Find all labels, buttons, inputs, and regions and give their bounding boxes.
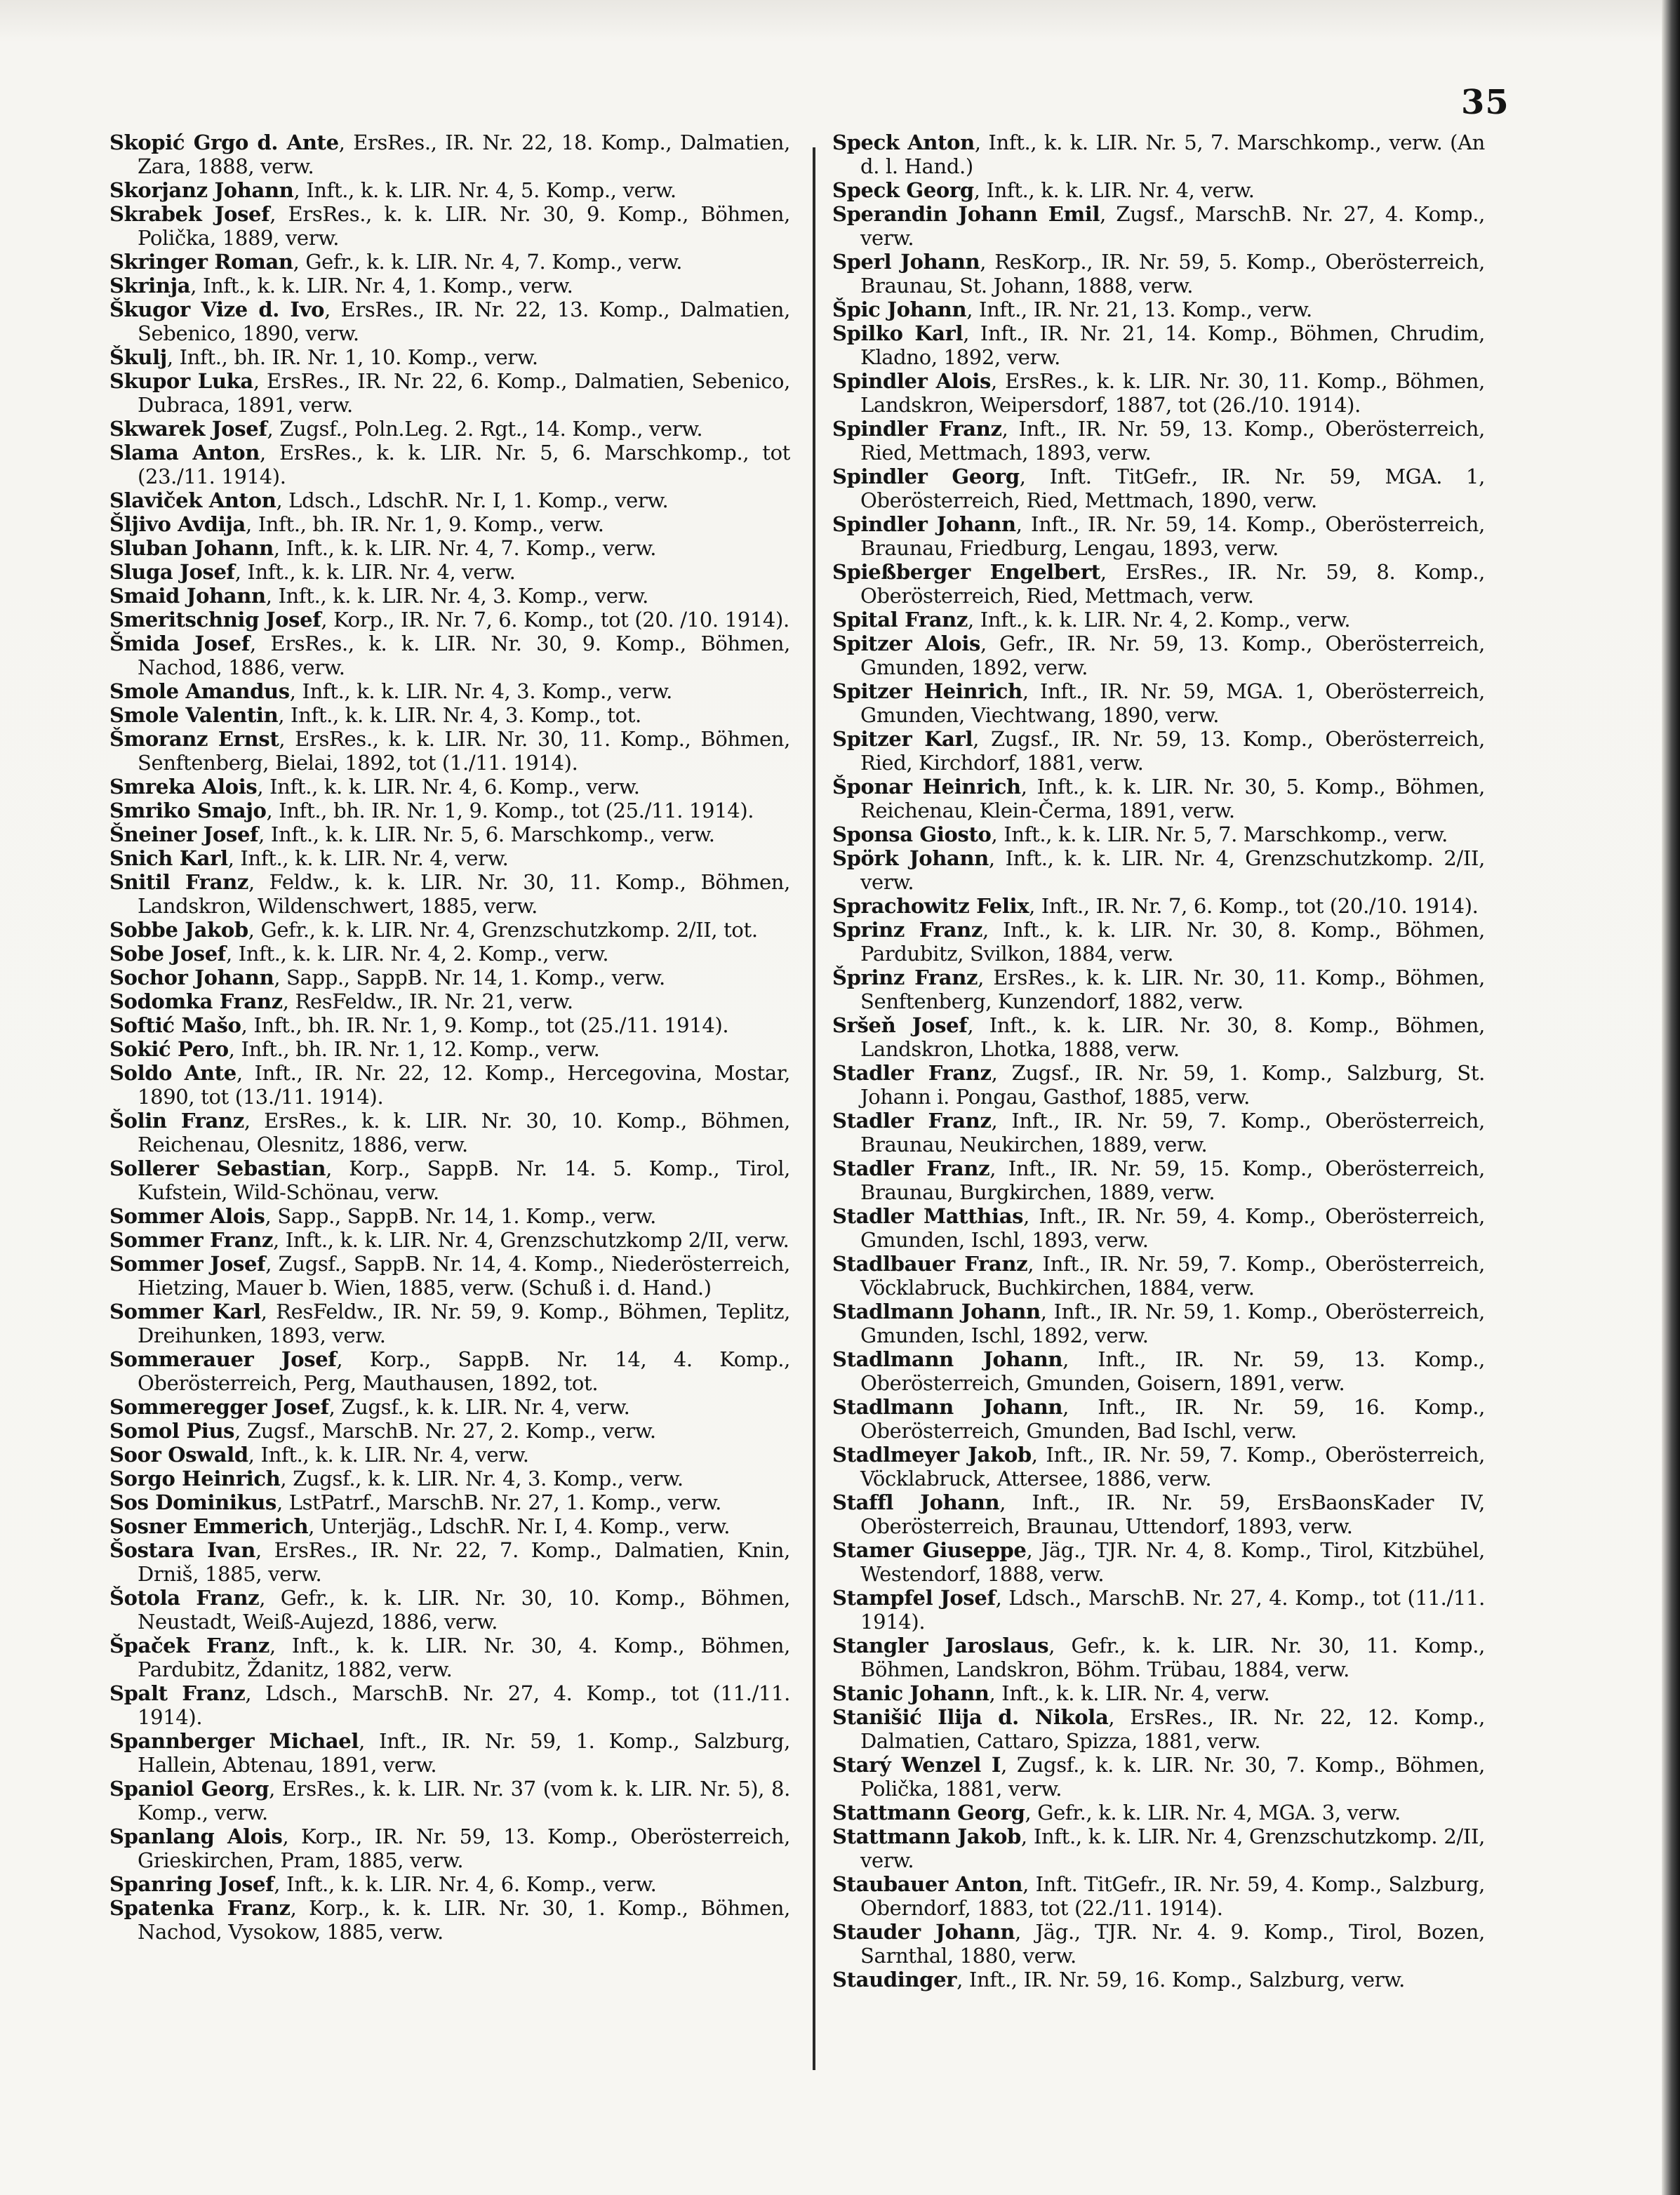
list-entry — [832, 679, 1485, 727]
entry-details: , Korp., IR. Nr. 7, 6. Komp., tot (20. /10. 1914). — [321, 608, 789, 632]
entry-name: Spilko Karl — [832, 321, 964, 345]
list-entry — [832, 560, 1485, 608]
entry-details: , LstPatrf., MarschB. Nr. 27, 1. Komp., verw. — [276, 1490, 722, 1514]
entry-name: Skrabek Josef — [109, 202, 270, 226]
entry-name: Spanlang Alois — [109, 1824, 283, 1848]
entry-details: , Jäg., TJR. Nr. 4, 8. Komp., Tirol, Kitzbühel, Westendorf, 1888, verw. — [860, 1538, 1485, 1586]
entry-name: Stangler Jaroslaus — [832, 1634, 1049, 1657]
entry-name: Sluga Josef — [109, 560, 235, 584]
list-entry — [109, 1777, 790, 1824]
entry-name: Sollerer Sebastian — [109, 1156, 326, 1180]
list-entry — [109, 1109, 790, 1156]
list-entry — [832, 1705, 1485, 1753]
list-entry — [832, 1300, 1485, 1347]
list-entry — [109, 966, 790, 989]
entry-details: , Inft., IR. Nr. 59, 16. Komp., Salzburg, verw. — [956, 1968, 1406, 1991]
list-entry — [109, 441, 790, 488]
list-entry — [109, 1395, 790, 1419]
entry-name: Soldo Ante — [109, 1061, 236, 1085]
entry-details: , ErsRes., k. k. LIR. Nr. 30, 9. Komp., Böhmen, Nachod, 1886, verw. — [138, 632, 790, 679]
list-entry — [832, 1801, 1485, 1824]
list-entry — [832, 131, 1485, 178]
list-entry — [109, 584, 790, 608]
entry-details: , ErsRes., k. k. LIR. Nr. 30, 9. Komp., Böhmen, Polička, 1889, verw. — [138, 202, 790, 250]
entry-details: , Inft., k. k. LIR. Nr. 4, 5. Komp., verw. — [293, 178, 676, 202]
list-entry — [832, 1013, 1485, 1061]
list-entry — [109, 1061, 790, 1109]
entry-name: Spatenka Franz — [109, 1896, 291, 1920]
list-entry — [832, 1347, 1485, 1395]
left-column — [109, 131, 790, 1944]
entry-name: Stadler Franz — [832, 1156, 990, 1180]
entry-details: , ErsRes., IR. Nr. 22, 18. Komp., Dalmatien, Zara, 1888, verw. — [138, 131, 790, 178]
list-entry — [109, 1443, 790, 1467]
entry-details: , Inft., IR. Nr. 59, 13. Komp., Oberösterreich, Ried, Mettmach, 1893, verw. — [860, 417, 1485, 465]
entry-details: , Inft., IR. Nr. 59, 15. Komp., Oberösterreich, Braunau, Burgkirchen, 1889, verw. — [860, 1156, 1485, 1204]
list-entry — [109, 1037, 790, 1061]
list-entry — [109, 1729, 790, 1777]
entry-details: , Inft., bh. IR. Nr. 1, 12. Komp., verw. — [228, 1037, 600, 1061]
entry-name: Stadlbauer Franz — [832, 1252, 1028, 1276]
entry-name: Sos Dominikus — [109, 1490, 276, 1514]
list-entry — [109, 727, 790, 775]
entry-name: Stadler Matthias — [832, 1204, 1024, 1228]
list-entry — [832, 1443, 1485, 1490]
entry-details: , Inft., IR. Nr. 22, 12. Komp., Hercegovina, Mostar, 1890, tot (13./11. 1914). — [138, 1061, 790, 1109]
list-entry — [109, 989, 790, 1013]
entry-name: Spitzer Heinrich — [832, 679, 1022, 703]
entry-name: Staffl Johann — [832, 1490, 1000, 1514]
entry-details: , Gefr., k. k. LIR. Nr. 4, Grenzschutzkomp. 2/II, tot. — [248, 918, 758, 942]
entry-name: Stadler Franz — [832, 1109, 992, 1133]
entry-details: , Zugsf., Poln.Leg. 2. Rgt., 14. Komp., verw. — [267, 417, 703, 441]
entry-name: Sršeň Josef — [832, 1013, 968, 1037]
entry-details: , ErsRes., IR. Nr. 59, 8. Komp., Oberösterreich, Ried, Mettmach, verw. — [860, 560, 1485, 608]
entry-details: , ErsRes., IR. Nr. 22, 12. Komp., Dalmatien, Cattaro, Spizza, 1881, verw. — [860, 1705, 1485, 1753]
entry-name: Stauder Johann — [832, 1920, 1015, 1944]
entry-details: , Inft., k. k. LIR. Nr. 5, 7. Marschkomp., verw. (An d. l. Hand.) — [860, 131, 1485, 178]
list-entry — [109, 202, 790, 250]
entry-name: Sprachowitz Felix — [832, 894, 1029, 918]
entry-name: Šmida Josef — [109, 632, 250, 655]
list-entry — [109, 1419, 790, 1443]
entry-details: , Inft., k. k. LIR. Nr. 30, 4. Komp., Böhmen, Pardubitz, Ždanitz, 1882, verw. — [138, 1634, 790, 1681]
entry-name: Sommer Alois — [109, 1204, 265, 1228]
entry-name: Spießberger Engelbert — [832, 560, 1100, 584]
list-entry — [109, 1681, 790, 1729]
entry-name: Skupor Luka — [109, 369, 253, 393]
entry-details: , Inft., IR. Nr. 7, 6. Komp., tot (20./10. 1914). — [1029, 894, 1479, 918]
entry-name: Smole Amandus — [109, 679, 290, 703]
entry-name: Spindler Johann — [832, 512, 1016, 536]
entry-details: , ErsRes., k. k. LIR. Nr. 30, 11. Komp., Böhmen, Senftenberg, Bielai, 1892, tot (1./11. 1914). — [138, 727, 790, 775]
list-entry — [832, 727, 1485, 775]
entry-name: Skopić Grgo d. Ante — [109, 131, 339, 154]
entry-details: , Zugsf., k. k. LIR. Nr. 30, 7. Komp., Böhmen, Polička, 1881, verw. — [860, 1753, 1486, 1801]
entry-name: Šostara Ivan — [109, 1538, 255, 1562]
entry-details: , Inft., IR. Nr. 59, 14. Komp., Oberösterreich, Braunau, Friedburg, Lengau, 1893, verw. — [860, 512, 1485, 560]
entry-details: , Inft., IR. Nr. 59, MGA. 1, Oberösterreich, Gmunden, Viechtwang, 1890, verw. — [860, 679, 1485, 727]
entry-name: Stattmann Jakob — [832, 1824, 1021, 1848]
entry-name: Stadlmann Johann — [832, 1395, 1063, 1419]
list-entry — [832, 608, 1485, 632]
list-entry — [832, 1634, 1485, 1681]
entry-details: , Inft., bh. IR. Nr. 1, 9. Komp., tot (25./11. 1914). — [241, 1013, 729, 1037]
entry-details: , Inft., k. k. LIR. Nr. 4, 7. Komp., verw. — [273, 536, 657, 560]
list-entry — [109, 775, 790, 799]
entry-name: Starý Wenzel I — [832, 1753, 1001, 1777]
list-entry — [109, 632, 790, 679]
entry-name: Stanišić Ilija d. Nikola — [832, 1705, 1109, 1729]
list-entry — [832, 846, 1485, 894]
entry-name: Spitzer Karl — [832, 727, 973, 751]
entry-name: Sobe Josef — [109, 942, 226, 966]
entry-details: , Inft. TitGefr., IR. Nr. 59, 4. Komp., Salzburg, Oberndorf, 1883, tot (22./11. 1914). — [860, 1872, 1485, 1920]
entry-name: Smriko Smajo — [109, 799, 267, 822]
list-entry — [109, 870, 790, 918]
entry-name: Sochor Johann — [109, 966, 274, 989]
entry-details: , Gefr., k. k. LIR. Nr. 30, 11. Komp., Böhmen, Landskron, Böhm. Trübau, 1884, verw. — [860, 1634, 1486, 1681]
entry-details: , Zugsf., SappB. Nr. 14, 4. Komp., Niederösterreich, Hietzing, Mauer b. Wien, 1885, verw. (Schuß i. d. Hand.) — [138, 1252, 790, 1300]
entry-details: , Sapp., SappB. Nr. 14, 1. Komp., verw. — [274, 966, 665, 989]
entry-name: Smaid Johann — [109, 584, 266, 608]
list-entry — [832, 178, 1485, 202]
entry-name: Spörk Johann — [832, 846, 989, 870]
entry-details: , Inft., k. k. LIR. Nr. 30, 8. Komp., Böhmen, Landskron, Lhotka, 1888, verw. — [860, 1013, 1485, 1061]
entry-name: Šprinz Franz — [832, 966, 978, 989]
list-entry — [109, 131, 790, 178]
entry-details: , Ldsch., MarschB. Nr. 27, 4. Komp., tot (11./11. 1914). — [860, 1586, 1486, 1634]
entry-name: Sobbe Jakob — [109, 918, 248, 942]
list-entry — [832, 1109, 1485, 1156]
entry-name: Šneiner Josef — [109, 822, 259, 846]
entry-details: , ErsRes., IR. Nr. 22, 6. Komp., Dalmatien, Sebenico, Dubraca, 1891, verw. — [138, 369, 790, 417]
entry-name: Sommer Franz — [109, 1228, 273, 1252]
list-entry — [832, 1872, 1485, 1920]
entry-name: Sprinz Franz — [832, 918, 982, 942]
list-entry — [832, 966, 1485, 1013]
entry-name: Šljivo Avdija — [109, 512, 246, 536]
list-entry — [109, 1872, 790, 1896]
list-entry — [109, 846, 790, 870]
list-entry — [832, 1538, 1485, 1586]
entry-name: Stanic Johann — [832, 1681, 989, 1705]
entry-details: , Inft., k. k. LIR. Nr. 5, 6. Marschkomp., verw. — [258, 822, 715, 846]
entry-name: Šotola Franz — [109, 1586, 260, 1610]
entry-name: Sponsa Giosto — [832, 822, 992, 846]
list-entry — [109, 942, 790, 966]
entry-name: Stampfel Josef — [832, 1586, 996, 1610]
entry-name: Spannberger Michael — [109, 1729, 359, 1753]
list-entry — [109, 512, 790, 536]
list-entry — [109, 369, 790, 417]
list-entry — [109, 822, 790, 846]
entry-name: Spindler Franz — [832, 417, 1002, 441]
entry-details: , Inft., k. k. LIR. Nr. 4, 2. Komp., verw. — [225, 942, 609, 966]
list-entry — [109, 178, 790, 202]
page-number: 35 — [1461, 83, 1509, 122]
entry-name: Stamer Giuseppe — [832, 1538, 1027, 1562]
entry-name: Spaniol Georg — [109, 1777, 269, 1801]
list-entry — [109, 560, 790, 584]
entry-details: , ErsRes., k. k. LIR. Nr. 30, 11. Komp., Böhmen, Landskron, Weipersdorf, 1887, tot (26./10. 1914). — [860, 369, 1485, 417]
list-entry — [109, 799, 790, 822]
entry-details: , ResFeldw., IR. Nr. 59, 9. Komp., Böhmen, Teplitz, Dreihunken, 1893, verw. — [138, 1300, 790, 1347]
entry-name: Stadler Franz — [832, 1061, 992, 1085]
entry-details: , Gefr., k. k. LIR. Nr. 30, 10. Komp., Böhmen, Neustadt, Weiß-Aujezd, 1886, verw. — [138, 1586, 791, 1634]
entry-details: , Inft., k. k. LIR. Nr. 4, Grenzschutzkomp. 2/II, verw. — [860, 846, 1485, 894]
entry-details: , Gefr., k. k. LIR. Nr. 4, MGA. 3, verw. — [1025, 1801, 1401, 1824]
list-entry — [109, 345, 790, 369]
entry-name: Skringer Roman — [109, 250, 293, 274]
list-entry — [109, 1347, 790, 1395]
entry-name: Škulj — [109, 345, 167, 369]
entry-details: , Zugsf., MarschB. Nr. 27, 4. Komp., verw. — [860, 202, 1485, 250]
entry-name: Slama Anton — [109, 441, 260, 465]
list-entry — [109, 488, 790, 512]
list-entry — [109, 1538, 790, 1586]
entry-details: , Feldw., k. k. LIR. Nr. 30, 11. Komp., Böhmen, Landskron, Wildenschwert, 1885, verw. — [138, 870, 790, 918]
entry-details: , Inft., IR. Nr. 21, 14. Komp., Böhmen, Chrudim, Kladno, 1892, verw. — [860, 321, 1486, 369]
entry-name: Speck Anton — [832, 131, 975, 154]
entry-details: , Gefr., k. k. LIR. Nr. 4, 7. Komp., verw. — [293, 250, 683, 274]
entry-details: , Inft., k. k. LIR. Nr. 4, verw. — [234, 560, 516, 584]
entry-details: , ResKorp., IR. Nr. 59, 5. Komp., Oberösterreich, Braunau, St. Johann, 1888, verw. — [860, 250, 1485, 298]
list-entry — [109, 608, 790, 632]
list-entry — [832, 298, 1485, 321]
entry-name: Spital Franz — [832, 608, 968, 632]
entry-details: , Inft., k. k. LIR. Nr. 30, 5. Komp., Böhmen, Reichenau, Klein-Čerma, 1891, verw. — [860, 775, 1485, 822]
entry-name: Šponar Heinrich — [832, 775, 1021, 799]
entry-details: , Inft., k. k. LIR. Nr. 4, 6. Komp., verw. — [274, 1872, 657, 1896]
entry-details: , Gefr., IR. Nr. 59, 13. Komp., Oberösterreich, Gmunden, 1892, verw. — [860, 632, 1485, 679]
list-entry — [832, 1395, 1485, 1443]
entry-details: , Korp., k. k. LIR. Nr. 30, 1. Komp., Böhmen, Nachod, Vysokow, 1885, verw. — [138, 1896, 790, 1944]
list-entry — [109, 1896, 790, 1944]
entry-name: Sorgo Heinrich — [109, 1467, 281, 1490]
entry-details: , Inft. TitGefr., IR. Nr. 59, MGA. 1, Oberösterreich, Ried, Mettmach, 1890, verw. — [860, 465, 1485, 512]
entry-name: Smeritschnig Josef — [109, 608, 321, 632]
entry-details: , Ldsch., LdschR. Nr. I, 1. Komp., verw. — [276, 488, 669, 512]
right-column — [832, 131, 1485, 1991]
entry-details: , Inft., k. k. LIR. Nr. 4, 1. Komp., verw. — [190, 274, 573, 298]
entry-details: , Inft., k. k. LIR. Nr. 4, 6. Komp., verw. — [257, 775, 640, 799]
entry-name: Sperl Johann — [832, 250, 980, 274]
entry-details: , Inft., bh. IR. Nr. 1, 9. Komp., tot (25./11. 1914). — [266, 799, 754, 822]
entry-name: Sosner Emmerich — [109, 1514, 309, 1538]
entry-name: Spalt Franz — [109, 1681, 246, 1705]
page-edge-shadow — [1662, 0, 1680, 2195]
list-entry — [832, 1061, 1485, 1109]
entry-name: Snitil Franz — [109, 870, 248, 894]
entry-details: , Inft., k. k. LIR. Nr. 4, verw. — [989, 1681, 1270, 1705]
list-entry — [832, 321, 1485, 369]
entry-name: Sokić Pero — [109, 1037, 229, 1061]
entry-details: , Inft., k. k. LIR. Nr. 5, 7. Marschkomp., verw. — [991, 822, 1448, 846]
entry-details: , ErsRes., IR. Nr. 22, 7. Komp., Dalmatien, Knin, Drniš, 1885, verw. — [138, 1538, 791, 1586]
list-entry — [832, 1968, 1485, 1991]
entry-details: , Inft., bh. IR. Nr. 1, 9. Komp., verw. — [245, 512, 604, 536]
list-entry — [832, 1490, 1485, 1538]
entry-name: Slaviček Anton — [109, 488, 276, 512]
entry-name: Spitzer Alois — [832, 632, 980, 655]
entry-details: , Inft., IR. Nr. 21, 13. Komp., verw. — [966, 298, 1312, 321]
list-entry — [109, 298, 790, 345]
entry-details: , ResFeldw., IR. Nr. 21, verw. — [282, 989, 573, 1013]
entry-name: Skorjanz Johann — [109, 178, 294, 202]
entry-details: , Inft., bh. IR. Nr. 1, 10. Komp., verw. — [166, 345, 538, 369]
list-entry — [832, 894, 1485, 918]
entry-name: Špic Johann — [832, 298, 967, 321]
list-entry — [832, 1824, 1485, 1872]
entry-name: Sommerauer Josef — [109, 1347, 337, 1371]
entry-details: , Inft., k. k. LIR. Nr. 4, 3. Komp., verw. — [265, 584, 648, 608]
list-entry — [832, 632, 1485, 679]
list-entry — [109, 703, 790, 727]
entry-name: Spindler Georg — [832, 465, 1020, 488]
entry-details: , Jäg., TJR. Nr. 4. 9. Komp., Tirol, Bozen, Sarnthal, 1880, verw. — [860, 1920, 1485, 1968]
list-entry — [109, 1013, 790, 1037]
entry-details: , Sapp., SappB. Nr. 14, 1. Komp., verw. — [265, 1204, 657, 1228]
entry-details: , Inft., IR. Nr. 59, 16. Komp., Oberösterreich, Gmunden, Bad Ischl, verw. — [860, 1395, 1486, 1443]
entry-name: Smreka Alois — [109, 775, 258, 799]
entry-details: , Inft., IR. Nr. 59, 7. Komp., Oberösterreich, Braunau, Neukirchen, 1889, verw. — [860, 1109, 1485, 1156]
list-entry — [109, 1300, 790, 1347]
entry-details: , Ldsch., MarschB. Nr. 27, 4. Komp., tot (11./11. 1914). — [138, 1681, 790, 1729]
entry-name: Softić Mašo — [109, 1013, 241, 1037]
entry-details: , Korp., SappB. Nr. 14. 5. Komp., Tirol, Kufstein, Wild-Schönau, verw. — [138, 1156, 790, 1204]
list-entry — [832, 1586, 1485, 1634]
entry-name: Sodomka Franz — [109, 989, 283, 1013]
entry-details: , Inft., k. k. LIR. Nr. 4, 2. Komp., verw. — [968, 608, 1351, 632]
entry-details: , Inft., IR. Nr. 59, 1. Komp., Oberösterreich, Gmunden, Ischl, 1892, verw. — [860, 1300, 1485, 1347]
list-entry — [832, 1681, 1485, 1705]
entry-details: , Zugsf., IR. Nr. 59, 13. Komp., Oberösterreich, Ried, Kirchdorf, 1881, verw. — [860, 727, 1485, 775]
list-entry — [109, 1634, 790, 1681]
entry-name: Šmoranz Ernst — [109, 727, 279, 751]
entry-details: , Inft., k. k. LIR. Nr. 4, 3. Komp., tot. — [278, 703, 641, 727]
entry-name: Sluban Johann — [109, 536, 274, 560]
list-entry — [109, 1156, 790, 1204]
entry-name: Somol Pius — [109, 1419, 235, 1443]
list-entry — [832, 250, 1485, 298]
list-entry — [109, 918, 790, 942]
list-entry — [832, 1252, 1485, 1300]
entry-details: , Inft., IR. Nr. 59, 13. Komp., Oberösterreich, Gmunden, Goisern, 1891, verw. — [860, 1347, 1486, 1395]
entry-name: Spanring Josef — [109, 1872, 274, 1896]
list-entry — [109, 1252, 790, 1300]
entry-details: , ErsRes., k. k. LIR. Nr. 37 (vom k. k. LIR. Nr. 5), 8. Komp., verw. — [138, 1777, 791, 1824]
list-entry — [109, 274, 790, 298]
entry-name: Staubauer Anton — [832, 1872, 1023, 1896]
entry-name: Škugor Vize d. Ivo — [109, 298, 325, 321]
entry-details: , ErsRes., k. k. LIR. Nr. 5, 6. Marschkomp., tot (23./11. 1914). — [138, 441, 790, 488]
entry-name: Stattmann Georg — [832, 1801, 1025, 1824]
list-entry — [109, 1824, 790, 1872]
list-entry — [109, 1467, 790, 1490]
entry-name: Soor Oswald — [109, 1443, 248, 1467]
list-entry — [109, 1514, 790, 1538]
entry-name: Šolin Franz — [109, 1109, 244, 1133]
entry-details: , Inft., IR. Nr. 59, 7. Komp., Oberösterreich, Vöcklabruck, Attersee, 1886, verw. — [860, 1443, 1485, 1490]
entry-name: Skrinja — [109, 274, 191, 298]
entry-details: , Inft., k. k. LIR. Nr. 4, verw. — [227, 846, 509, 870]
entry-name: Stadlmeyer Jakob — [832, 1443, 1032, 1467]
entry-details: , Unterjäg., LdschR. Nr. I, 4. Komp., verw. — [308, 1514, 731, 1538]
entry-details: , ErsRes., k. k. LIR. Nr. 30, 11. Komp., Böhmen, Senftenberg, Kunzendorf, 1882, verw. — [860, 966, 1485, 1013]
column-divider — [813, 147, 815, 2070]
list-entry — [109, 1204, 790, 1228]
entry-name: Špaček Franz — [109, 1634, 269, 1657]
list-entry — [832, 1156, 1485, 1204]
list-entry — [832, 1920, 1485, 1968]
entry-name: Speck Georg — [832, 178, 974, 202]
entry-details: , Korp., IR. Nr. 59, 13. Komp., Oberösterreich, Grieskirchen, Pram, 1885, verw. — [138, 1824, 790, 1872]
entry-name: Smole Valentin — [109, 703, 279, 727]
entry-details: , Inft., IR. Nr. 59, 4. Komp., Oberösterreich, Gmunden, Ischl, 1893, verw. — [860, 1204, 1485, 1252]
list-entry — [832, 1204, 1485, 1252]
list-entry — [832, 369, 1485, 417]
entry-name: Sommeregger Josef — [109, 1395, 329, 1419]
entry-details: , Inft., k. k. LIR. Nr. 4, verw. — [973, 178, 1255, 202]
entry-details: , Inft., k. k. LIR. Nr. 4, 3. Komp., verw. — [289, 679, 672, 703]
entry-details: , Zugsf., IR. Nr. 59, 1. Komp., Salzburg, St. Johann i. Pongau, Gasthof, 1885, verw. — [860, 1061, 1486, 1109]
list-entry — [832, 202, 1485, 250]
entry-details: , Inft., k. k. LIR. Nr. 4, Grenzschutzkomp. 2/II, verw. — [860, 1824, 1486, 1872]
entry-details: , Korp., SappB. Nr. 14, 4. Komp., Oberösterreich, Perg, Mauthausen, 1892, tot. — [138, 1347, 790, 1395]
list-entry — [109, 536, 790, 560]
list-entry — [832, 918, 1485, 966]
entry-details: , ErsRes., IR. Nr. 22, 13. Komp., Dalmatien, Sebenico, 1890, verw. — [138, 298, 790, 345]
entry-details: , ErsRes., k. k. LIR. Nr. 30, 10. Komp., Böhmen, Reichenau, Olesnitz, 1886, verw. — [138, 1109, 790, 1156]
list-entry — [109, 1586, 790, 1634]
entry-name: Stadlmann Johann — [832, 1347, 1063, 1371]
list-entry — [109, 1490, 790, 1514]
list-entry — [832, 775, 1485, 822]
list-entry — [109, 1228, 790, 1252]
entry-details: , Inft., k. k. LIR. Nr. 30, 8. Komp., Böhmen, Pardubitz, Svilkon, 1884, verw. — [860, 918, 1485, 966]
entry-name: Spindler Alois — [832, 369, 992, 393]
list-entry — [832, 512, 1485, 560]
list-entry — [832, 465, 1485, 512]
list-entry — [109, 250, 790, 274]
list-entry — [832, 1753, 1485, 1801]
entry-details: , Inft., k. k. LIR. Nr. 4, Grenzschutzkomp 2/II, verw. — [272, 1228, 789, 1252]
list-entry — [832, 417, 1485, 465]
entry-name: Staudinger — [832, 1968, 957, 1991]
entry-details: , Zugsf., MarschB. Nr. 27, 2. Komp., verw. — [234, 1419, 656, 1443]
list-entry — [109, 679, 790, 703]
entry-details: , Zugsf., k. k. LIR. Nr. 4, 3. Komp., verw. — [280, 1467, 684, 1490]
entry-details: , Zugsf., k. k. LIR. Nr. 4, verw. — [328, 1395, 630, 1419]
entry-name: Skwarek Josef — [109, 417, 267, 441]
list-entry — [109, 417, 790, 441]
entry-details: , Inft., IR. Nr. 59, ErsBaonsKader IV, Oberösterreich, Braunau, Uttendorf, 1893, verw. — [860, 1490, 1486, 1538]
entry-details: , Inft., IR. Nr. 59, 1. Komp., Salzburg, Hallein, Abtenau, 1891, verw. — [138, 1729, 790, 1777]
entry-details: , Inft., IR. Nr. 59, 7. Komp., Oberösterreich, Vöcklabruck, Buchkirchen, 1884, verw. — [860, 1252, 1485, 1300]
entry-name: Sperandin Johann Emil — [832, 202, 1100, 226]
entry-name: Stadlmann Johann — [832, 1300, 1041, 1323]
entry-details: , Inft., k. k. LIR. Nr. 4, verw. — [248, 1443, 529, 1467]
list-entry — [832, 822, 1485, 846]
entry-name: Sommer Karl — [109, 1300, 261, 1323]
entry-name: Snich Karl — [109, 846, 228, 870]
entry-name: Sommer Josef — [109, 1252, 266, 1276]
